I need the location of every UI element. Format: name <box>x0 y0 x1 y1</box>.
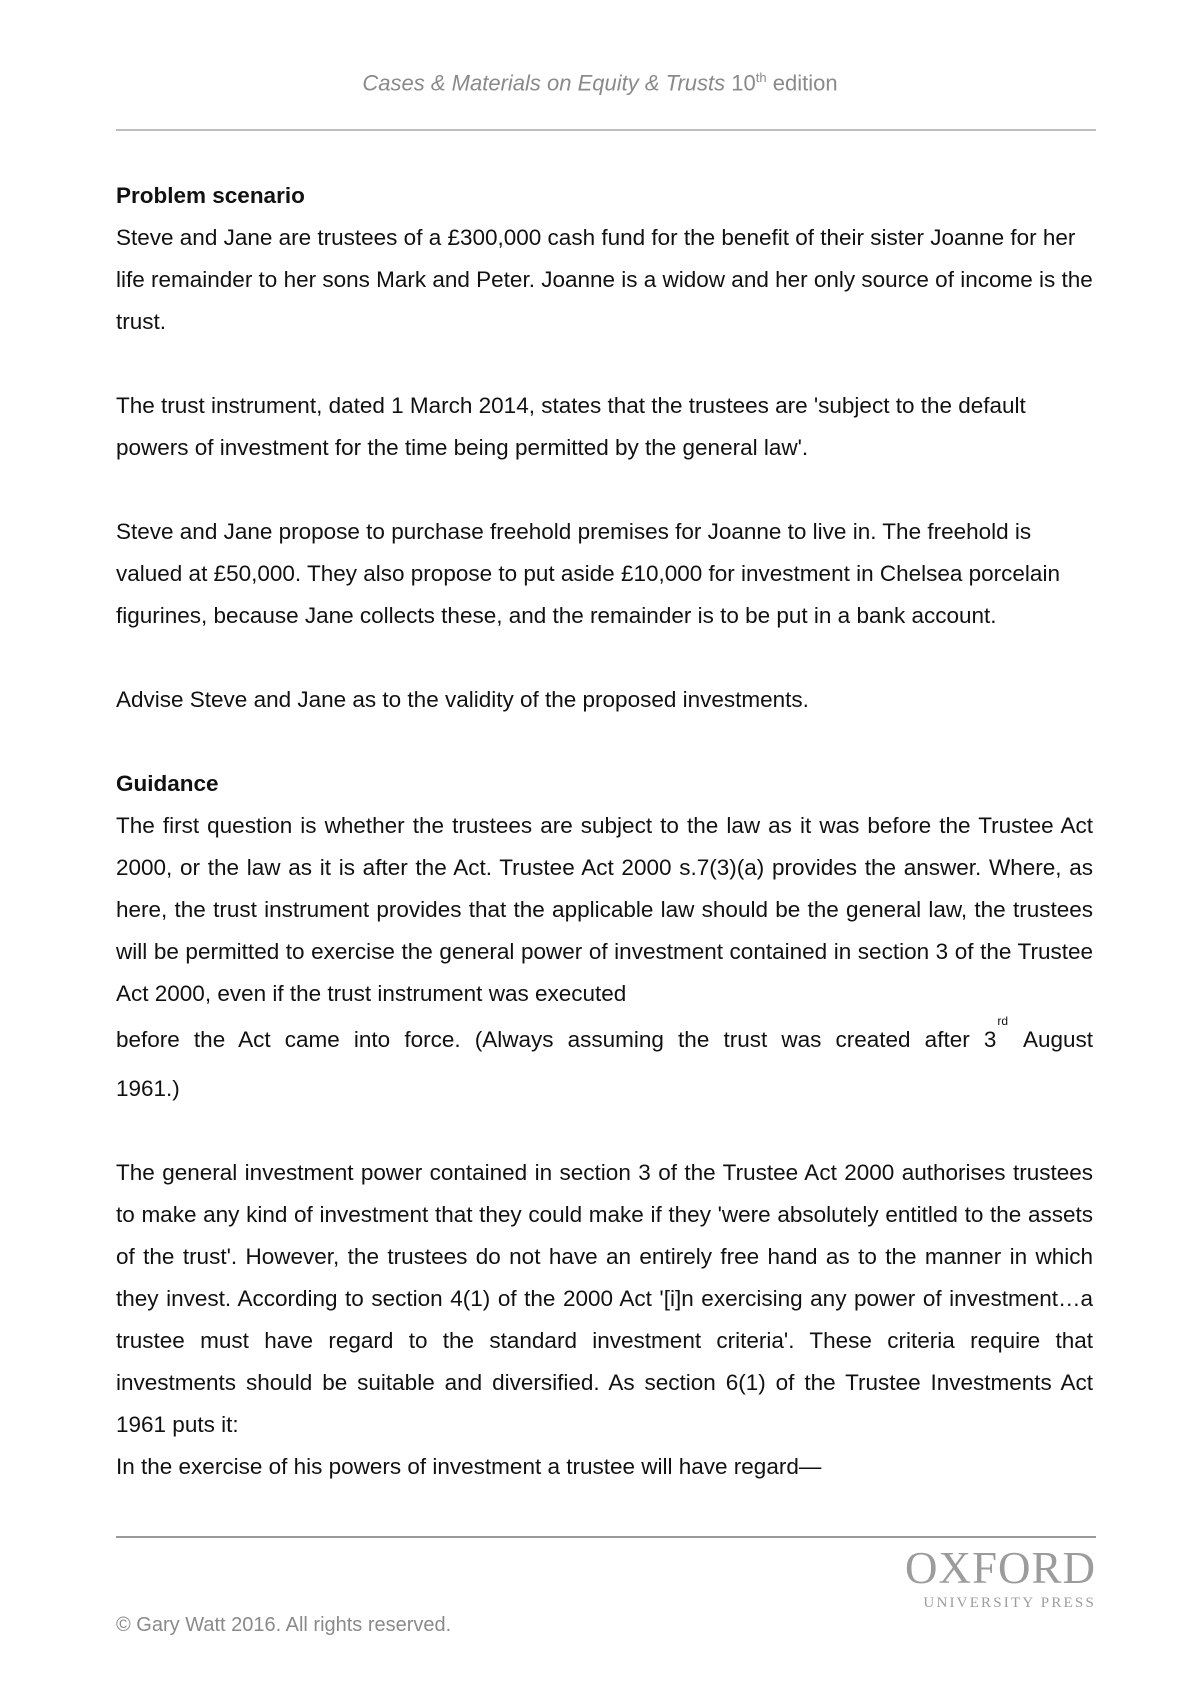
running-header <box>0 70 1200 96</box>
ordinal-superscript: rd <box>997 1014 1009 1028</box>
guidance-paragraph-1-end: 1961.) <box>116 1076 180 1101</box>
guidance-p1-text-b: before the Act came into force. (Always assuming the trust was created after 3 <box>116 1027 997 1052</box>
guidance-heading: Guidance <box>116 771 219 796</box>
guidance-paragraph-1 <box>116 805 1093 1015</box>
problem-heading: Problem scenario <box>116 183 305 208</box>
copyright-notice: © Gary Watt 2016. All rights reserved. <box>116 1614 452 1636</box>
oxford-logo <box>880 1543 1096 1613</box>
guidance-p1-month: August <box>1022 1027 1093 1052</box>
footer-divider <box>116 1536 1096 1538</box>
guidance-paragraph-2: The general investment power contained in section 3 of the Trustee Act 2000 authorises trustees to make any kind of investment that they could make if they 'were absolutely entitled to the assets of the trust'. However, the trustees do not have an entirely free hand as to the manner in which they invest. According to section 4(1) of the 2000 Act '[i]n exercising any power of investment…a trustee must have regard to the standard investment criteria'. These criteria require that investments should be suitable and diversified. As section 6(1) of the Trustee Investments Act 1961 puts it: <box>116 1160 1093 1437</box>
problem-paragraph-3: Steve and Jane propose to purchase freehold premises for Joanne to live in. The freehold is valued at £50,000. They also propose to put aside £10,000 for investment in Chelsea porcelain figurines, because Jane collects these, and the remainder is to be put in a bank account. <box>116 519 1060 628</box>
guidance-p1-text: The first question is whether the trustees are subject to the law as it was before the Trustee Act 2000, or the law as it is after the Act. Trustee Act 2000 s.7(3)(a) provides the answer. Where, as here, the trust instrument provides that the applicable law should be the general law, the trustees will be permitted to exercise the general power of investment contained in section 3 of the Trustee Act 2000, even if the trust instrument was executed <box>116 813 1093 1006</box>
problem-paragraph-1: Steve and Jane are trustees of a £300,000 cash fund for the benefit of their sister Joanne for her life remainder to her sons Mark and Peter. Joanne is a widow and her only source of income is the trust. <box>116 225 1093 334</box>
guidance-paragraph-3: In the exercise of his powers of investment a trustee will have regard— <box>116 1454 822 1479</box>
logo-subtitle: UNIVERSITY PRESS <box>923 1595 1096 1611</box>
problem-paragraph-2: The trust instrument, dated 1 March 2014, states that the trustees are 'subject to the default powers of investment for the time being permitted by the general law'. <box>116 393 1026 460</box>
edition-number: 10 <box>731 70 756 96</box>
edition-word: edition <box>772 70 838 96</box>
edition-suffix: th <box>755 70 767 85</box>
guidance-paragraph-1-cont <box>116 1015 1093 1068</box>
problem-question: Advise Steve and Jane as to the validity of the proposed investments. <box>116 687 809 712</box>
page-body <box>116 175 1093 1488</box>
header-divider <box>116 129 1096 131</box>
logo-name: OXFORD <box>904 1543 1096 1593</box>
book-title: Cases & Materials on Equity & Trusts <box>362 70 726 96</box>
